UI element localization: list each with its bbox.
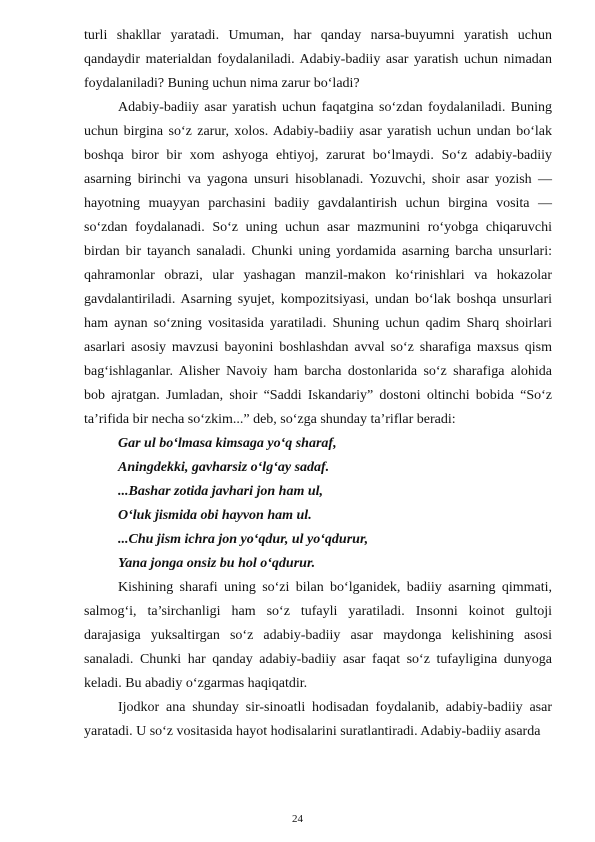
paragraph-2: Adabiy-badiiy asar yaratish uchun faqatgina so‘zdan foydalaniladi. Buning uchun birgina so‘z zarur, xolos. Adabiy-badiiy asar yaratish uchun undan bo‘lak boshqa biror bir xom ashyoga ehtiyoj, zarurat bo‘lmaydi. So‘z adabiy-badiiy asarning birinchi va yagona unsuri hisoblanadi. Yozuvchi, shoir asar yozish — hayotning muayyan parchasini badiiy gavdalantirish uchun birgina vosita — so‘zdan foydalanadi. So‘z uning uchun asar mazmunini ro‘yobga chiqaruvchi birdan bir tayanch sanaladi. Chunki uning yordamida asarning barcha unsurlari: qahramonlar obrazi, ular yashagan manzil-makon ko‘rinishlari va hokazolar gavdalantiriladi. Asarning syujet, kompozitsiyasi, undan bo‘lak boshqa unsurlari ham aynan so‘zning vositasida yaratiladi. Shuning uchun qadim Sharq shoirlari asarlari asosiy mavzusi bayonini boshlashdan avval so‘z sharafiga maxsus qism bag‘ishlaganlar. Alisher Navoiy ham barcha dostonlarida so‘z sharafiga alohida bob ajratgan. Jumladan, shoir “Saddi Iskandariy” dostoni oltinchi bobida “So‘z ta’rifida bir necha so‘zkim...” deb, so‘zga shunday ta’riflar beradi: [84, 100, 552, 427]
verse-line: Gar ul bo‘lmasa kimsaga yo‘q sharaf, [118, 436, 337, 451]
paragraph-1: turli shakllar yaratadi. Umuman, har qanday narsa-buyumni yaratish uchun qandaydir materialdan foydalaniladi. Adabiy-badiiy asar yaratish uchun nimadan foydalaniladi? Buning uchun nima zarur bo‘ladi? [84, 28, 552, 91]
verse-line: ...Chu jism ichra jon yo‘qdur, ul yo‘qdurur, [118, 532, 369, 547]
verse-line: Yana jonga onsiz bu hol o‘qdurur. [118, 556, 316, 571]
verse-line: O‘luk jismida obi hayvon ham ul. [118, 508, 312, 523]
document-page [84, 24, 552, 744]
paragraph-3: Kishining sharafi uning so‘zi bilan bo‘lganidek, badiiy asarning qimmati, salmog‘i, ta’sirchanligi ham so‘z tufayli yaratiladi. Insonni koinot gultoji darajasiga yuksaltirgan so‘z adabiy-badiiy asar maydonga kelishining asosi sanaladi. Chunki har qanday adabiy-badiiy asar faqat so‘z tufayligina dunyoga keladi. Bu abadiy o‘zgarmas haqiqatdir. [84, 580, 552, 691]
verse-line: Aningdekki, gavharsiz o‘lg‘ay sadaf. [118, 460, 330, 475]
page-number: 24 [292, 813, 303, 825]
verse-line: ...Bashar zotida javhari jon ham ul, [118, 484, 324, 499]
verse-quote [84, 432, 552, 576]
paragraph-4: Ijodkor ana shunday sir-sinoatli hodisadan foydalanib, adabiy-badiiy asar yaratadi. U so‘z vositasida hayot hodisalarini suratlantiradi. Adabiy-badiiy asarda [84, 700, 552, 739]
